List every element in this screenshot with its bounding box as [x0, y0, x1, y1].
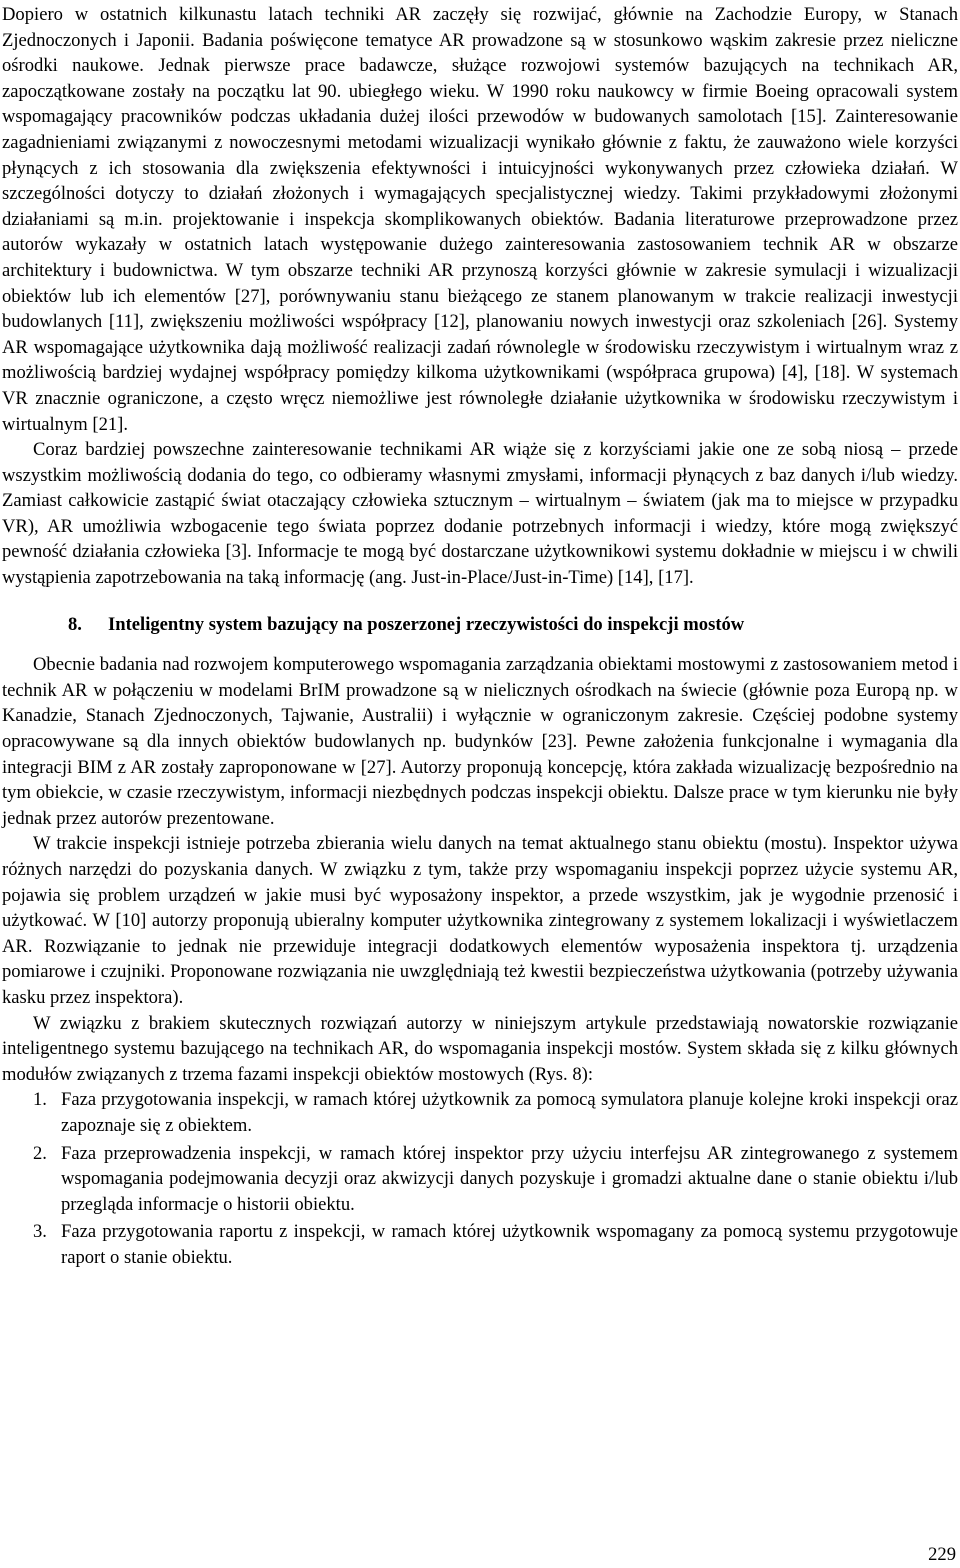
section-number: 8.: [68, 613, 82, 635]
list-item: [2, 1141, 958, 1218]
list-item-text: Faza przeprowadzenia inspekcji, w ramach której inspektor przy użyciu interfejsu AR zintegrowanego z systemem wspomagania podejmowania decyzji oraz akwizycji danych pozyskuje i gromadzi aktualne dane o stanie obiektu i/lub przegląda informacje o historii obiektu.: [61, 1142, 958, 1215]
list-item-text: Faza przygotowania raportu z inspekcji, w ramach której użytkownik wspomagany za pomocą systemu przygotowuje raport o stanie obiektu.: [61, 1221, 958, 1268]
paragraph-ar-history: Dopiero w ostatnich kilkunastu latach techniki AR zaczęły się rozwijać, głównie na Zachodzie Europy, w Stanach Zjednoczonych i Japonii. Badania poświęcone tematyce AR prowadzone są w stosunkowo wąskim zakresie przez nieliczne ośrodki naukowe. Jednak pierwsze prace badawcze, służące rozwojowi systemów bazujących na technikach AR, zapoczątkowane zostały na początku lat 90. ubiegłego wieku. W 1990 roku naukowcy w firmie Boeing opracowali system wspomagający pracowników podczas układania dużej ilości przewodów w budowanych samolotach [15]. Zainteresowanie zagadnieniami związanymi z nowoczesnymi metodami wizualizacji wynikało głównie z faktu, że zauważono wiele korzyści płynących z ich stosowania dla zwiększenia efektywności i intuicyjności wykonywanych przez człowieka działań. W szczególności dotyczy to działań złożonych i wymagających specjalistycznej wiedzy. Takimi przykładowymi złożonymi działaniami są m.in. projektowanie i inspekcja skomplikowanych obiektów. Badania literaturowe przeprowadzone przez autorów wykazały w ostatnich latach występowanie dużego zainteresowania zastosowaniem technik AR w obszarze architektury i budownictwa. W tym obszarze techniki AR przynoszą korzyści głównie w zakresie symulacji i wizualizacji obiektów lub ich elementów [27], porównywaniu stanu bieżącego ze stanem planowanym w trakcie realizacji inwestycji budowlanych [11], zwiększeniu możliwości współpracy [12], planowaniu nowych inwestycji oraz szkoleniach [26]. Systemy AR wspomagające użytkownika dają możliwość realizacji zadań równolegle w środowisku rzeczywistym i wirtualnym wraz z możliwością bardziej wydajnej współpracy pomiędzy kilkoma użytkownikami (współpraca grupowa) [4], [18]. W systemach VR znacznie ograniczone, a często wręcz niemożliwe jest równoległe działanie użytkownika w środowisku rzeczywistym i wirtualnym [21].: [2, 4, 958, 435]
page-number: 229: [928, 1544, 956, 1565]
list-item: [2, 1219, 958, 1270]
list-item-marker: 2.: [33, 1142, 47, 1164]
list-item-marker: 1.: [33, 1089, 47, 1111]
paragraph-ar-benefits: Coraz bardziej powszechne zainteresowanie technikami AR wiąże się z korzyściami jakie one ze sobą niosą – przede wszystkim możliwością dodania do tego, co odbieramy własnymi zmysłami, informacji płynących z baz danych i/lub wiedzy. Zamiast całkowicie zastąpić świat otaczający człowieka sztucznym – wirtualnym – światem (jak ma to miejsce w przypadku VR), AR umożliwia wzbogacenie tego świata poprzez dodanie potrzebnych informacji i wiedzy, które mogą zwiększyć pewność działania człowieka [3]. Informacje te mogą być dostarczane użytkownikowi systemu dokładnie w miejscu i w chwili wystąpienia zapotrzebowania na taką informację (ang. Just-in-Place/Just-in-Time) [14], [17].: [2, 439, 958, 589]
section-title: Inteligentny system bazujący na poszerzonej rzeczywistości do inspekcji mostów: [108, 613, 745, 635]
paragraph-current-research: Obecnie badania nad rozwojem komputerowego wspomagania zarządzania obiektami mostowymi z zastosowaniem metod i technik AR w połączeniu w modelami BrIM prowadzone są w nielicznych ośrodkach na świecie (głównie poza Europą np. w Kanadzie, Stanach Zjednoczonych, Tajwanie, Australii) i wyłącznie w ograniczonym zakresie. Częściej podobne systemy opracowywane są dla innych obiektów budowlanych np. budynków [23]. Pewne założenia funkcjonalne i wymagania dla integracji BIM z AR zostały zaproponowane w [27]. Autorzy proponują koncepcję, która zakłada wizualizację bezpośrednio na tym obiekcie, w czasie rzeczywistym, informacji niezbędnych podczas inspekcji obiektu. Dalsze prace w tym kierunku nie były jednak przez autorów prezentowane.: [2, 654, 958, 829]
list-item-text: Faza przygotowania inspekcji, w ramach której użytkownik za pomocą symulatora planuje kolejne kroki inspekcji oraz zapoznaje się z obiektem.: [61, 1089, 958, 1136]
section-heading: [2, 612, 958, 638]
inspection-phases-list: [2, 1087, 958, 1270]
list-item-marker: 3.: [33, 1221, 47, 1243]
paragraph-inspection-tools: W trakcie inspekcji istnieje potrzeba zbierania wielu danych na temat aktualnego stanu obiektu (mostu). Inspektor używa różnych narzędzi do pozyskania danych. W związku z tym, także przy wspomaganiu inspekcji poprzez użycie systemu AR, pojawia się problem urządzeń w jakie musi być wyposażony inspektor, a przede wszystkim, jak je wygodnie przenosić i użytkować. W [10] autorzy proponują ubieralny komputer użytkownika zintegrowany z systemem lokalizacji i wyświetlaczem AR. Rozwiązanie to jednak nie przewiduje integracji dodatkowych elementów wyposażenia inspektora tj. urządzenia pomiarowe i czujniki. Proponowane rozwiązania nie uwzględniają też kwestii bezpieczeństwa użytkowania (potrzeby używania kasku przez inspektora).: [2, 833, 958, 1008]
list-item: [2, 1087, 958, 1138]
paragraph-system-intro: W związku z brakiem skutecznych rozwiązań autorzy w niniejszym artykule przedstawiają nowatorskie rozwiązanie inteligentnego systemu bazującego na technikach AR, do wspomagania inspekcji mostów. System składa się z kilku głównych modułów związanych z trzema fazami inspekcji obiektów mostowych (Rys. 8):: [2, 1012, 958, 1085]
